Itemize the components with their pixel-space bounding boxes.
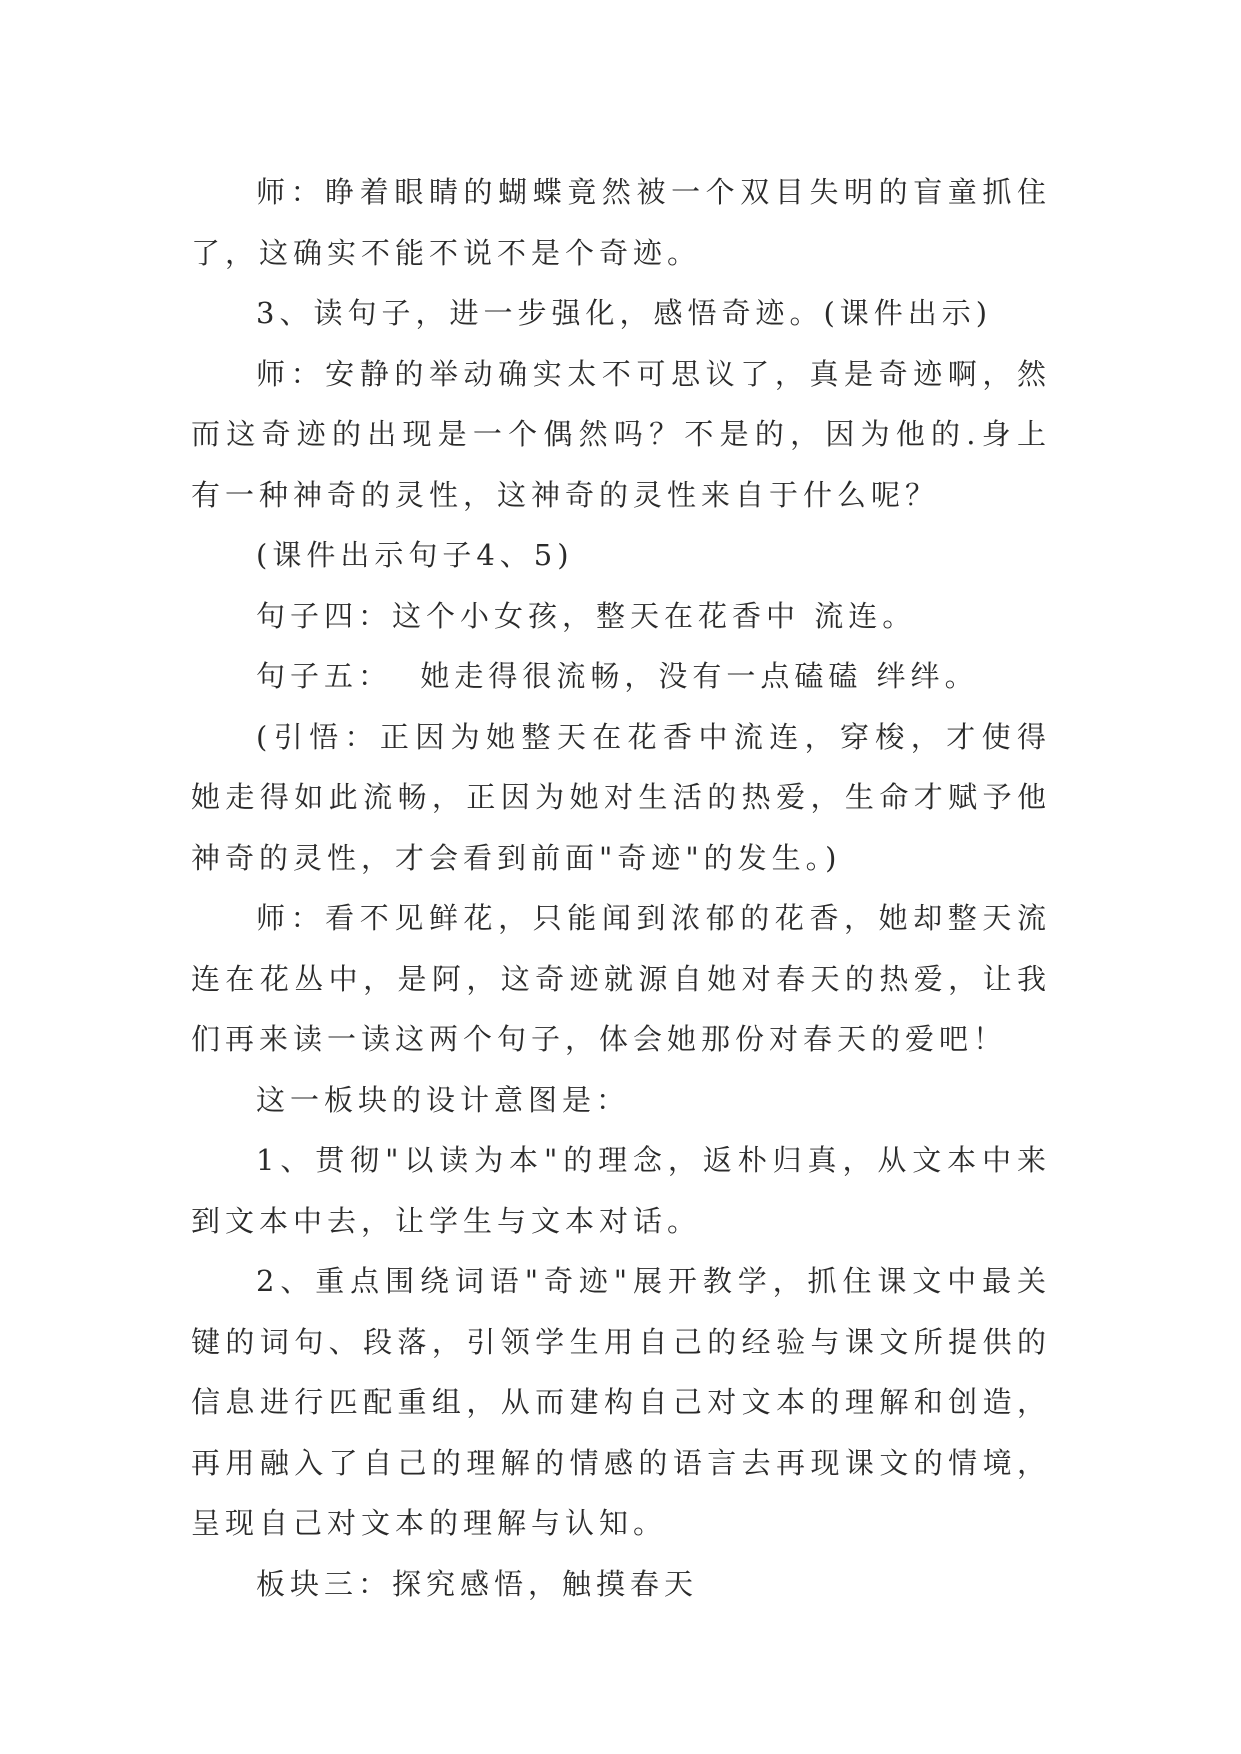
section-heading: 板块三：探究感悟，触摸春天 — [256, 1566, 699, 1601]
paragraph: 师：安静的举动确实太不可思议了，真是奇迹啊，然而这奇迹的出现是一个偶然吗？不是的，因为他的.身上有一种神奇的灵性，这神奇的灵性来自于什么呢？ — [191, 356, 1051, 512]
paragraph: 这一板块的设计意图是： — [256, 1082, 631, 1117]
paragraph: (引悟：正因为她整天在花香中流连，穿梭，才使得她走得如此流畅，正因为她对生活的热爱，生命才赋予他神奇的灵性，才会看到前面"奇迹"的发生。) — [191, 719, 1051, 875]
document-body — [191, 162, 1051, 1614]
paragraph: 师：看不见鲜花，只能闻到浓郁的花香，她却整天流连在花丛中，是阿，这奇迹就源自她对春天的热爱，让我们再来读一读这两个句子，体会她那份对春天的爱吧！ — [191, 901, 1051, 1056]
paragraph: 3、读句子，进一步强化，感悟奇迹。(课件出示) — [256, 296, 993, 330]
paragraph: 师：睁着眼睛的蝴蝶竟然被一个双目失明的盲童抓住了，这确实不能不说不是个奇迹。 — [191, 175, 1051, 270]
paragraph: (课件出示句子4、5) — [256, 538, 574, 572]
paragraph: 句子四：这个小女孩，整天在花香中 流连。 — [256, 598, 917, 633]
paragraph: 1、贯彻"以读为本"的理念，返朴归真，从文本中来到文本中去，让学生与文本对话。 — [191, 1143, 1051, 1238]
paragraph: 2、重点围绕词语"奇迹"展开教学，抓住课文中最关键的词句、段落，引领学生用自己的经验与课文所提供的信息进行匹配重组，从而建构自己对文本的理解和创造，再用融入了自己的理解的情感的语言去再现课文的情境，呈现自己对文本的理解与认知。 — [191, 1264, 1051, 1540]
paragraph: 句子五： 她走得很流畅，没有一点磕磕 绊绊。 — [256, 659, 979, 693]
